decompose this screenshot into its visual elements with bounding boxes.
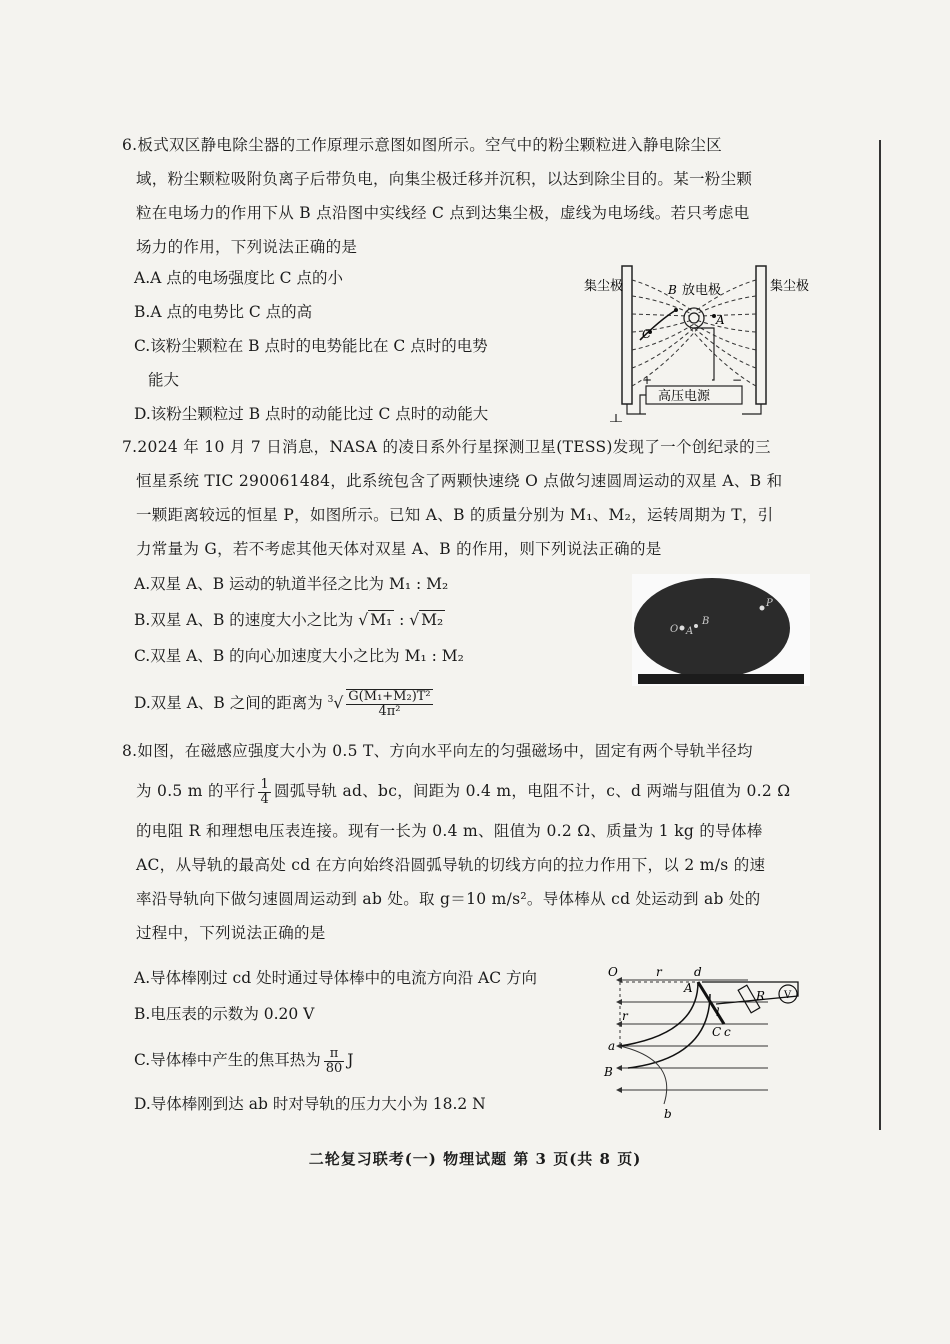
q6-option-b: B.A 点的电势比 C 点的高 bbox=[134, 303, 313, 321]
page-footer: 二轮复习联考(一) 物理试题 第 3 页(共 8 页) bbox=[308, 1150, 642, 1168]
space-background bbox=[634, 578, 790, 678]
star-b-label: B bbox=[702, 616, 710, 627]
left-collector-label: 集尘极 bbox=[584, 279, 624, 294]
q7-line-1: 7.2024 年 10 月 7 日消息，NASA 的凌日系外行星探测卫星(TESS)发现了一个创纪录的三 bbox=[122, 438, 771, 456]
discharge-electrode bbox=[684, 308, 704, 328]
q8-line-3: 的电阻 R 和理想电压表连接。现有一长为 0.4 m、阻值为 0.2 Ω、质量为 1 kg 的导体棒 bbox=[136, 822, 763, 840]
right-collector-label: 集尘极 bbox=[770, 279, 810, 294]
svg-text:A: A bbox=[684, 981, 693, 995]
minus-sign: − bbox=[732, 373, 743, 387]
q8-option-b: B.电压表的示数为 0.20 V bbox=[134, 1005, 315, 1023]
magnetic-field-lines bbox=[620, 980, 768, 1090]
question-7-stem bbox=[122, 430, 782, 566]
q6-line-1: 6.板式双区静电除尘器的工作原理示意图如图所示。空气中的粉尘颗粒进入静电除尘区 bbox=[122, 136, 722, 154]
svg-text:B: B bbox=[604, 1065, 613, 1079]
star-p-label: P bbox=[766, 598, 773, 609]
q8-line-4: AC，从导轨的最高处 cd 在方向始终沿圆弧导轨的切线方向的拉力作用下，以 2 m/s 的速 bbox=[136, 856, 766, 874]
q8-option-d: D.导体棒刚到达 ab 时对导轨的压力大小为 18.2 N bbox=[134, 1095, 486, 1113]
left-collector-plate bbox=[622, 266, 632, 404]
electrode-label: 放电极 bbox=[682, 283, 722, 298]
q8-line-6: 过程中，下列说法正确的是 bbox=[136, 924, 326, 942]
question-6-stem bbox=[122, 128, 752, 264]
svg-text:V: V bbox=[784, 990, 792, 1001]
question-8-stem bbox=[122, 734, 790, 950]
svg-text:b: b bbox=[664, 1107, 672, 1121]
svg-text:r: r bbox=[656, 965, 662, 979]
svg-text:a: a bbox=[608, 1039, 616, 1053]
q6-option-c-cont: 能大 bbox=[148, 371, 180, 389]
q6-option-a: A.A 点的电场强度比 C 点的小 bbox=[134, 269, 343, 287]
q7-line-2: 恒星系统 TIC 290061484，此系统包含了两颗快速绕 O 点做匀速圆周运动的双星 A、B 和 bbox=[136, 472, 783, 490]
right-collector-plate bbox=[756, 266, 766, 404]
q7-figure bbox=[632, 574, 810, 686]
q6-option-c: C.该粉尘颗粒在 B 点时的电势能比在 C 点时的电势 bbox=[134, 337, 488, 355]
q8-option-c: C.导体棒中产生的焦耳热为 $\frac{\pi}{80}$ J bbox=[134, 1045, 354, 1076]
q8-figure bbox=[598, 964, 816, 1124]
q8-line-2: 为 0.5 m 的平行 $\frac{1}{4}$ 圆弧导轨 ad、bc，间距为 0.4 m，电阻不计，c、d 两端与阻值为 0.2 Ω bbox=[136, 776, 791, 807]
margin-line bbox=[879, 140, 881, 1130]
point-c-label: C bbox=[642, 327, 652, 341]
q8-line-5: 率沿导轨向下做匀速圆周运动到 ab 处。取 g＝10 m/s²。导体棒从 cd 处运动到 ab 处的 bbox=[136, 890, 761, 908]
q6-line-2: 域，粉尘颗粒吸附负离子后带负电，向集尘极迁移并沉积，以达到除尘目的。某一粉尘颗 bbox=[136, 170, 753, 188]
q7-option-d: D.双星 A、B 之间的距离为 $^3$√ $\frac{\text{G(M₁+M₂)T²}}{\text{4π²}}$ bbox=[134, 689, 431, 720]
svg-text:C: C bbox=[712, 1025, 722, 1039]
source-label: 高压电源 bbox=[658, 389, 711, 404]
svg-text:O: O bbox=[608, 965, 618, 979]
q6-line-4: 场力的作用，下列说法正确的是 bbox=[136, 238, 358, 256]
point-a-label: A bbox=[716, 313, 725, 327]
star-a-label: A bbox=[686, 626, 694, 637]
svg-text:r: r bbox=[622, 1009, 628, 1023]
plus-sign: + bbox=[642, 373, 653, 387]
svg-text:d: d bbox=[694, 965, 702, 979]
svg-text:l: l bbox=[716, 1006, 720, 1019]
svg-text:c: c bbox=[724, 1025, 731, 1039]
point-b-label: B bbox=[668, 283, 677, 297]
q8-line-1: 8.如图，在磁感应强度大小为 0.5 T、方向水平向左的匀强磁场中，固定有两个导轨半径均 bbox=[122, 742, 753, 760]
q7-line-3: 一颗距离较远的恒星 P，如图所示。已知 A、B 的质量分别为 M₁、M₂，运转周期为 T，引 bbox=[136, 506, 774, 524]
q6-option-d: D.该粉尘颗粒过 B 点时的动能比过 C 点时的动能大 bbox=[134, 405, 489, 423]
svg-text:R: R bbox=[756, 989, 766, 1003]
q6-figure bbox=[580, 262, 820, 422]
q7-line-4: 力常量为 G，若不考虑其他天体对双星 A、B 的作用，则下列说法正确的是 bbox=[136, 540, 662, 558]
q7-option-c: C.双星 A、B 的向心加速度大小之比为 M₁ : M₂ bbox=[134, 647, 464, 665]
q8-option-a: A.导体棒刚过 cd 处时通过导体棒中的电流方向沿 AC 方向 bbox=[134, 969, 537, 987]
q6-line-3: 粒在电场力的作用下从 B 点沿图中实线经 C 点到达集尘极，虚线为电场线。若只考虑电 bbox=[136, 204, 750, 222]
q7-option-b: B.双星 A、B 的速度大小之比为 √ M₁ : √ M₂ bbox=[134, 611, 444, 629]
q7-option-a: A.双星 A、B 运动的轨道半径之比为 M₁ : M₂ bbox=[134, 575, 449, 593]
ground-icon bbox=[610, 414, 622, 422]
star-o-label: O bbox=[670, 624, 679, 635]
